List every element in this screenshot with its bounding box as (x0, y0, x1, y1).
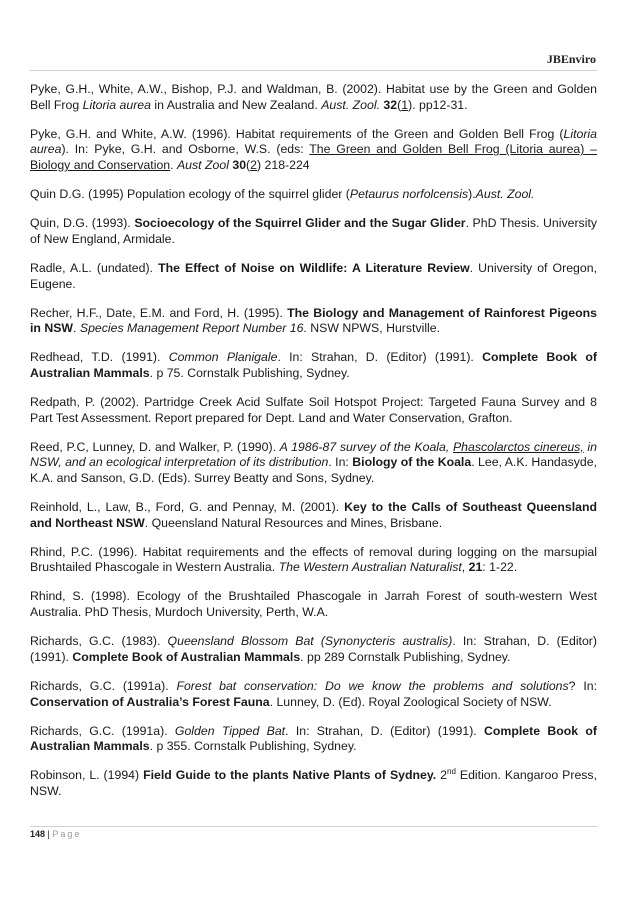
reference-text-run: Radle, A.L. (undated). (30, 260, 159, 275)
reference-text-run: 30 (232, 158, 247, 173)
reference-text-run: 32 (383, 97, 398, 112)
reference-text-run: 2 (250, 158, 257, 173)
reference-text-run: ). (468, 187, 476, 202)
reference-text-run: in NSW, and an ecological interpretation of its distribution (30, 439, 597, 470)
reference-text-run: . In: Strahan, D. (Editor) (1991). (285, 723, 485, 738)
reference-text-run: ) 218-224 (257, 158, 310, 173)
reference-text-run: . PhD Thesis. University of New England, Armidale. (30, 216, 598, 246)
reference-text-run: Edition. Kangaroo Press, NSW. (30, 768, 597, 798)
reference-text-run: Field Guide to the plants Native Plants of Sydney. (143, 768, 437, 783)
footer-separator: | (45, 829, 53, 839)
reference-text-run: . In: Strahan, D. (Editor) (1991). (30, 634, 597, 664)
reference-text-run: . (73, 321, 80, 336)
reference-text-run: Pyke, G.H., White, A.W., Bishop, P.J. and Waldman, B. (2002). Habitat use by the Green and Golden Bell Frog (30, 82, 597, 112)
reference-text-run: nd (447, 767, 456, 777)
reference-text-run: Richards, G.C. (1991a). (30, 678, 177, 693)
reference-text-run: ? In: (568, 678, 597, 693)
reference-text-run: Rhind, S. (1998). Ecology of the Brushtailed Phascogale in Jarrah Forest of south-western West Australia. PhD Thesis, Murdoch University, Perth, W.A. (30, 589, 597, 620)
header-divider (30, 70, 597, 71)
reference-text-run: The Green and Golden Bell Frog (Litoria aurea) – Biology and Conservation (30, 142, 597, 173)
reference-text-run: Quin, D.G. (1993). (30, 216, 135, 231)
reference-text-run: Common Planigale (168, 350, 278, 365)
reference-entry (30, 634, 597, 665)
reference-entry (30, 724, 597, 755)
reference-text-run: Recher, H.F., Date, E.M. and Ford, H. (1995). (30, 305, 288, 320)
reference-text-run: Reinhold, L., Law, B., Ford, G. and Pennay, M. (2001). (30, 500, 345, 515)
reference-text-run: ( (397, 97, 402, 112)
reference-text-run: . (170, 158, 177, 173)
reference-text-run: ). pp12-31. (408, 97, 468, 112)
reference-text-run: Queensland Blossom Bat (Synonycteris australis) (167, 634, 453, 649)
reference-text-run: 21 (468, 560, 483, 575)
reference-text-run: Aust. Zool. (321, 97, 380, 112)
reference-text-run: Forest bat conservation: Do we know the problems and solutions (176, 678, 569, 693)
reference-entry (30, 261, 597, 292)
reference-text-run: . Lunney, D. (Ed). Royal Zoological Society of NSW. (269, 694, 552, 709)
reference-entry (30, 768, 597, 799)
reference-entry (30, 589, 597, 620)
reference-text-run: , (461, 560, 469, 575)
reference-text-run: Complete Book of Australian Mammals (30, 723, 597, 754)
reference-entry (30, 216, 597, 247)
reference-entry (30, 350, 597, 381)
reference-entry (30, 500, 597, 531)
reference-text-run: Rhind, P.C. (1996). Habitat requirements and the effects of removal during logging on the marsupial Brushtailed Phascogale in Western Australia. (30, 544, 597, 575)
reference-text-run: : 1-22. (482, 560, 518, 575)
reference-text-run: Complete Book of Australian Mammals (72, 649, 301, 664)
reference-text-run: Quin D.G. (1995) Population ecology of the squirrel glider ( (30, 187, 350, 202)
reference-text-run: . In: (328, 455, 353, 470)
document-header-brand: JBEnviro (546, 52, 596, 66)
reference-text-run: Richards, G.C. (1991a). (30, 723, 175, 738)
reference-text-run: Redhead, T.D. (1991). (30, 350, 169, 365)
reference-text-run: Aust. Zool. (475, 187, 535, 202)
reference-text-run: Complete Book of Australian Mammals (30, 350, 597, 380)
page-label: Page (52, 829, 82, 839)
reference-text-run: Species Management Report Number 16 (79, 321, 304, 336)
reference-text-run: ). In: Pyke, G.H. and Osborne, W.S. (eds: (61, 142, 310, 157)
reference-text-run: Reed, P.C, Lunney, D. and Walker, P. (1990). (30, 439, 280, 454)
reference-text-run: . pp 289 Cornstalk Publishing, Sydney. (300, 649, 511, 664)
reference-text-run: . Queensland Natural Resources and Mines, Brisbane. (144, 515, 443, 530)
reference-text-run: Socioecology of the Squirrel Glider and the Sugar Glider (134, 216, 466, 231)
reference-entry (30, 679, 597, 710)
reference-text-run: Litoria aurea (30, 126, 597, 157)
reference-text-run: Key to the Calls of Southeast Queensland and Northeast NSW (30, 500, 598, 530)
reference-text-run: ( (246, 158, 251, 173)
reference-text-run: Petaurus norfolcensis (349, 187, 469, 202)
reference-text-run: A 1986-87 survey of the Koala, (279, 439, 453, 454)
reference-text-run: Biology of the Koala (352, 455, 472, 470)
reference-entry (30, 127, 597, 174)
reference-text-run: . p 355. Cornstalk Publishing, Sydney. (149, 739, 357, 754)
reference-entry (30, 82, 597, 113)
footer-divider (30, 826, 597, 827)
reference-text-run: The Western Australian Naturalist (278, 560, 462, 575)
reference-text-run: . Lee, A.K. Handasyde, K.A. and Sanson, G.D. (Eds). Surrey Beatty and Sons, Sydney. (30, 455, 598, 486)
reference-text-run: Litoria aurea (82, 97, 151, 112)
reference-text-run: 2 (436, 768, 448, 783)
reference-entry (30, 440, 597, 487)
reference-text-run: Golden Tipped Bat (174, 723, 286, 738)
reference-text-run: Phascolarctos cinereus, (452, 439, 584, 454)
reference-entry (30, 187, 597, 203)
reference-text-run: Redpath, P. (2002). Partridge Creek Acid Sulfate Soil Hotspot Project: Targeted Fauna Survey and 8 Part Test Assessment. Report prepared for Dept. Land and Water Conservation, Grafton. (30, 394, 597, 425)
reference-list (30, 82, 597, 813)
reference-text-run: The Biology and Management of Rainforest Pigeons in NSW (30, 305, 597, 336)
reference-text-run: . NSW NPWS, Hurstville. (303, 321, 441, 336)
reference-text-run: Aust Zool (176, 158, 229, 173)
reference-text-run: in Australia and New Zealand. (151, 97, 322, 112)
reference-text-run: Pyke, G.H. and White, A.W. (1996). Habitat requirements of the Green and Golden Bell Frog ( (30, 126, 564, 141)
reference-entry (30, 395, 597, 426)
reference-entry (30, 545, 597, 576)
reference-text-run: Richards, G.C. (1983). (30, 634, 168, 649)
reference-entry (30, 306, 597, 337)
page-footer (30, 829, 81, 839)
reference-text-run: 1 (401, 97, 409, 112)
reference-text-run: Conservation of Australia’s Forest Fauna (30, 694, 270, 709)
reference-text-run: . University of Oregon, Eugene. (30, 260, 597, 291)
reference-text-run: Robinson, L. (1994) (30, 768, 144, 783)
page-number: 148 (30, 829, 46, 839)
reference-text-run: . In: Strahan, D. (Editor) (1991). (277, 350, 483, 365)
reference-text-run: The Effect of Noise on Wildlife: A Literature Review (158, 260, 470, 275)
reference-text-run: . p 75. Cornstalk Publishing, Sydney. (149, 365, 350, 380)
